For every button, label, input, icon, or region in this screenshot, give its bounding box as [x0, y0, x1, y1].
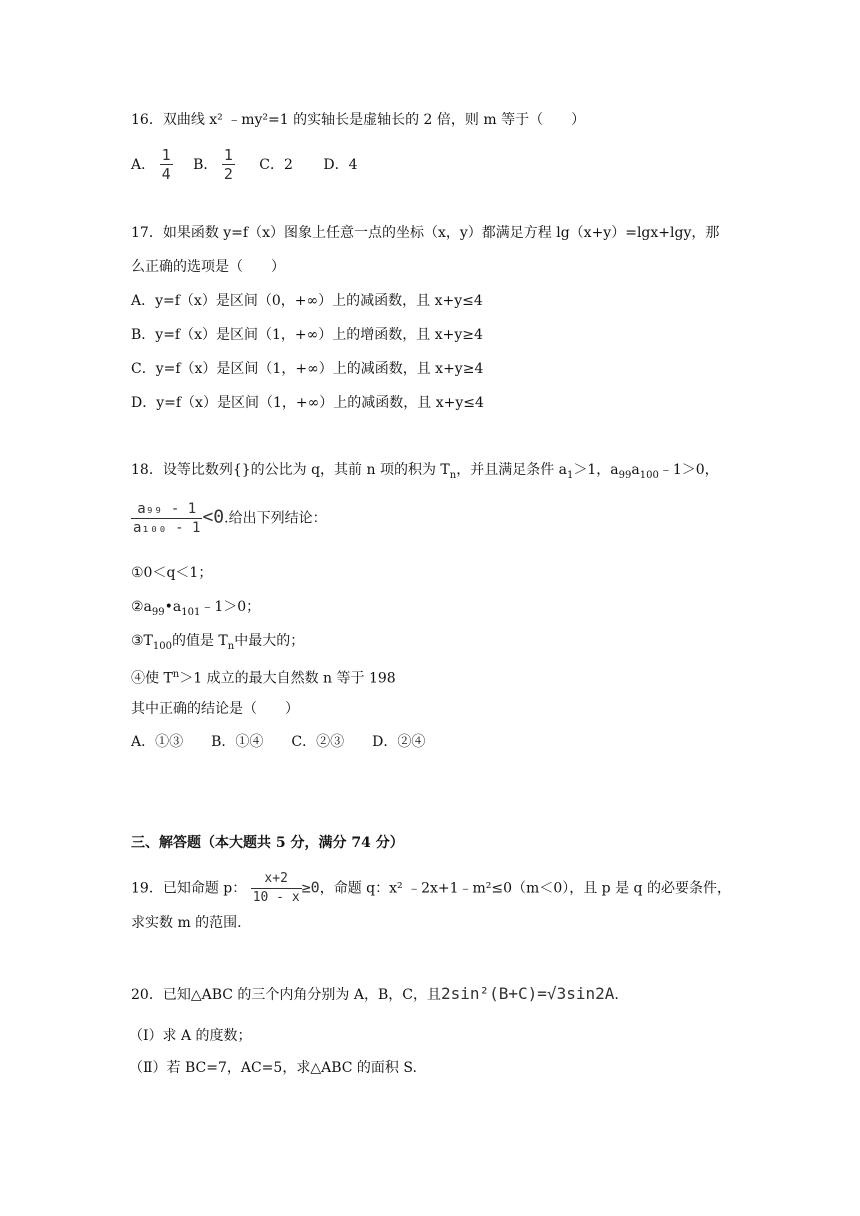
q17-stem-line1: 17．如果函数 y=f（x）图象上任意一点的坐标（x，y）都满足方程 lg（x+y）=lgx+lgy，那	[131, 225, 720, 241]
q18-stem-line2	[131, 500, 327, 537]
text-segment: 中最大的；	[234, 633, 305, 649]
text-segment: ④使 T	[131, 670, 173, 687]
subscript: n	[227, 640, 235, 652]
subscript: 100	[152, 640, 172, 652]
text-segment: ＞1，a	[573, 462, 619, 478]
q19-stem-line2: 求实数 m 的范围.	[131, 915, 242, 931]
text-segment: 20．已知△ABC 的三个内角分别为 A，B，C，且	[131, 987, 441, 1003]
q16-option-b-fraction	[222, 146, 235, 183]
q19-fraction	[251, 870, 302, 907]
q18-stem-line1	[131, 460, 719, 486]
subscript: 100	[639, 469, 659, 481]
superscript: n	[172, 669, 180, 680]
text-segment: ③T	[131, 633, 153, 649]
q16-option-c: C．2	[259, 156, 293, 173]
q18-conclusion-3	[131, 631, 304, 657]
q16-options	[131, 146, 358, 183]
fraction-denominator: 4	[161, 165, 171, 183]
q17-stem-line2: 么正确的选项是（ ）	[131, 259, 285, 275]
inequality-sign: <0	[202, 506, 225, 528]
q20-formula: 2sin²(B+C)=√3sin2A	[440, 984, 615, 1003]
q20-part-i: （Ⅰ）求 A 的度数；	[129, 1028, 252, 1044]
text-segment: 的值是 T	[171, 633, 228, 649]
q18-condition-fraction	[131, 500, 202, 537]
q17-option-d: D．y=f（x）是区间（1，+∞）上的减函数，且 x+y≤4	[131, 395, 484, 411]
q18-question: 其中正确的结论是（ ）	[131, 701, 299, 717]
text-segment: ②a	[131, 599, 152, 615]
text-segment: a	[631, 462, 640, 478]
q20-stem	[131, 984, 619, 1005]
subscript: n	[449, 469, 457, 481]
q19-stem-line1	[131, 870, 731, 907]
subscript: 99	[151, 606, 165, 618]
fraction-denominator: 10 - x	[252, 890, 300, 905]
text-segment: •a	[164, 599, 182, 615]
section-heading: 三、解答题（本大题共 5 分，满分 74 分）	[131, 835, 404, 851]
q16-option-b-label: B．	[193, 156, 218, 173]
q18-options: A．①③ B．①④ C．②③ D．②④	[131, 734, 426, 750]
q17-option-c: C．y=f（x）是区间（1，+∞）上的减函数，且 x+y≥4	[131, 361, 484, 377]
q16-option-a-label: A．	[131, 156, 156, 173]
fraction-numerator: a₉₉ - 1	[131, 500, 202, 519]
subscript: 99	[618, 469, 632, 481]
subscript: 101	[181, 606, 201, 618]
text-segment: ﹣1＞0，	[658, 462, 719, 478]
inequality-sign: ≥0	[301, 878, 320, 897]
text-segment: 19．已知命题 p：	[131, 880, 247, 897]
fraction-denominator: a₁₀₀ - 1	[133, 520, 201, 536]
fraction-numerator: 1	[223, 146, 233, 164]
q17-option-b: B．y=f（x）是区间（1，+∞）上的增函数，且 x+y≥4	[131, 327, 483, 343]
q20-part-ii: （Ⅱ）若 BC=7，AC=5，求△ABC 的面积 S.	[129, 1060, 417, 1076]
q16-option-d: D．4	[323, 156, 358, 173]
q18-conclusion-1: ①0＜q＜1；	[131, 565, 213, 581]
q16-option-a-fraction	[160, 146, 173, 183]
q18-conclusion-4	[131, 665, 396, 689]
fraction-denominator: 2	[223, 165, 233, 183]
text-segment: ＞1 成立的最大自然数 n 等于 198	[179, 670, 396, 687]
text-segment: .	[614, 987, 619, 1003]
q18-conclusion-2	[131, 597, 260, 623]
fraction-numerator: x+2	[251, 870, 302, 889]
text-segment: 18．设等比数列{}的公比为 q，其前 n 项的积为 T	[131, 462, 450, 478]
q16-stem: 16．双曲线 x² ﹣my²=1 的实轴长是虚轴长的 2 倍，则 m 等于（ ）	[131, 112, 586, 128]
text-segment: .给出下列结论：	[224, 510, 327, 527]
subscript: 1	[567, 469, 574, 481]
fraction-numerator: 1	[161, 146, 171, 164]
text-segment: ，并且满足条件 a	[456, 462, 567, 478]
q17-option-a: A．y=f（x）是区间（0，+∞）上的减函数，且 x+y≤4	[131, 293, 483, 309]
text-segment: ，命题 q：x² ﹣2x+1﹣m²≤0（m＜0），且 p 是 q 的必要条件，	[319, 880, 731, 897]
text-segment: ﹣1＞0；	[200, 599, 261, 615]
